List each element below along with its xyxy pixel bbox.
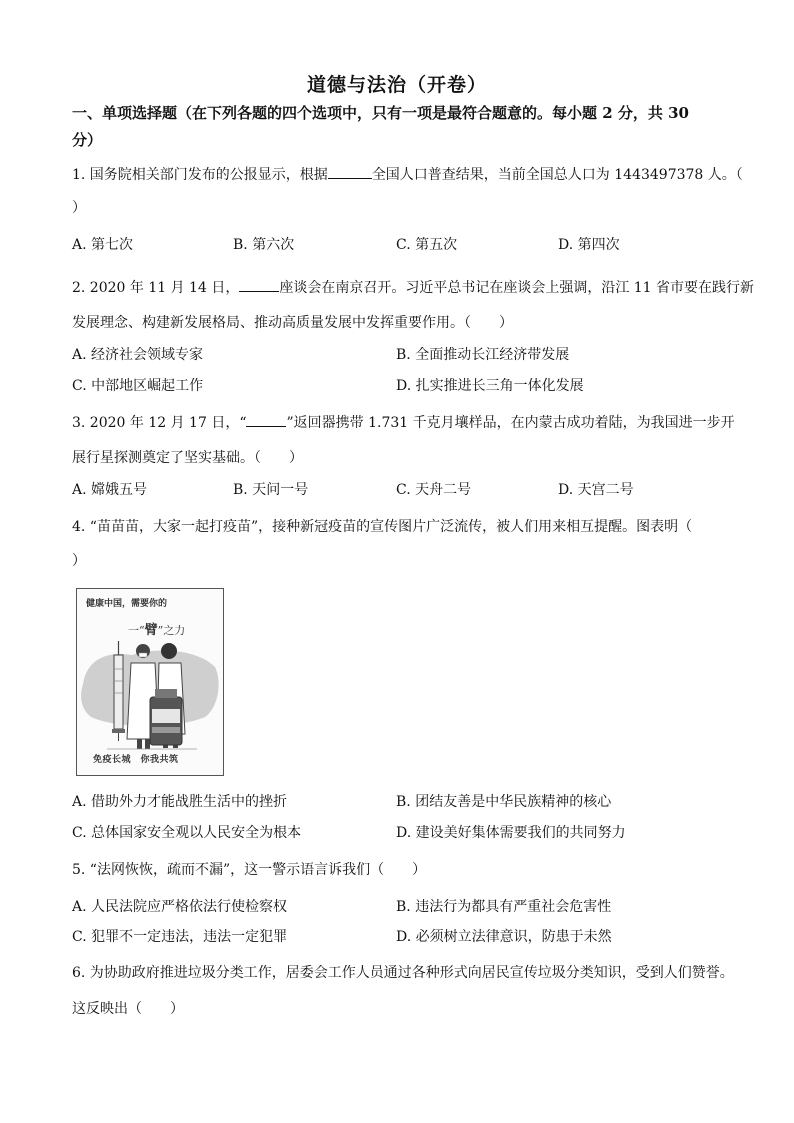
poster-slogan-pre: 一“ <box>128 624 145 637</box>
question-3-option-d[interactable]: D. 天宫二号 <box>558 482 634 498</box>
question-1-option-a[interactable]: A. 第七次 <box>72 237 134 253</box>
question-3-text-post: ”返回器携带 1.731 千克月壤样品，在内蒙古成功着陆，为我国进一步开 <box>286 415 735 431</box>
question-2-stem-line2: 发展理念、构建新发展格局、推动高质量发展中发挥重要作用。（ ） <box>72 315 513 331</box>
question-1-text-pre: 1. 国务院相关部门发布的公报显示，根据 <box>72 167 328 183</box>
section-heading <box>72 100 732 154</box>
question-1-option-d[interactable]: D. 第四次 <box>558 237 620 253</box>
question-2-option-c[interactable]: C. 中部地区崛起工作 <box>72 378 204 394</box>
question-1-text-post: 全国人口普查结果，当前全国总人口为 1443497378 人。（ <box>371 167 743 183</box>
question-2-option-b[interactable]: B. 全面推动长江经济带发展 <box>396 347 570 363</box>
poster-slogan <box>128 619 185 638</box>
section-heading-line2: 分） <box>72 131 103 149</box>
question-2-text-post: 座谈会在南京召开。习近平总书记在座谈会上强调，沿江 11 省市要在践行新 <box>279 280 755 296</box>
question-1-stem-line2: ） <box>72 200 86 216</box>
question-6-stem: 6. 为协助政府推进垃圾分类工作，居委会工作人员通过各种形式向居民宣传垃圾分类知识，受到人们赞誉。 <box>72 965 734 981</box>
question-5-option-a[interactable]: A. 人民法院应严格依法行使检察权 <box>72 899 288 915</box>
page-title: 道德与法治（开卷） <box>306 74 487 96</box>
question-3-option-b[interactable]: B. 天问一号 <box>233 482 309 498</box>
question-5-stem: 5. “法网恢恢，疏而不漏”，这一警示语言诉我们（ ） <box>72 862 427 878</box>
question-6-stem-line2: 这反映出（ ） <box>72 1001 184 1017</box>
fill-in-blank <box>328 164 372 179</box>
question-5-option-d[interactable]: D. 必须树立法律意识，防患于未然 <box>396 929 612 945</box>
fill-in-blank <box>239 277 279 292</box>
question-5-option-c[interactable]: C. 犯罪不一定违法，违法一定犯罪 <box>72 929 288 945</box>
question-4-stem: 4. “苗苗苗，大家一起打疫苗”，接种新冠疫苗的宣传图片广泛流传，被人们用来相互提醒。图表明（ <box>72 519 693 535</box>
question-2-option-a[interactable]: A. 经济社会领域专家 <box>72 347 204 363</box>
section-heading-line1: 一、单项选择题（在下列各题的四个选项中，只有一项是最符合题意的。每小题 2 分，共 30 <box>72 104 689 122</box>
question-2-text-pre: 2. 2020 年 11 月 14 日， <box>72 280 240 296</box>
question-4-option-a[interactable]: A. 借助外力才能战胜生活中的挫折 <box>72 794 288 810</box>
poster-slogan-emphasis: 臂 <box>144 623 158 638</box>
question-1-stem <box>72 164 743 185</box>
question-4-option-d[interactable]: D. 建设美好集体需要我们的共同努力 <box>396 825 626 841</box>
question-3-stem <box>72 412 735 433</box>
question-3-stem-line2: 展行星探测奠定了坚实基础。（ ） <box>72 450 303 466</box>
question-1-option-c[interactable]: C. 第五次 <box>396 237 458 253</box>
poster-footer: 免疫长城 你我共筑 <box>93 755 179 765</box>
question-2-stem <box>72 277 755 298</box>
poster-slogan-post: ”之力 <box>157 624 186 637</box>
question-2-option-d[interactable]: D. 扎实推进长三角一体化发展 <box>396 378 584 394</box>
question-3-option-a[interactable]: A. 嫦娥五号 <box>72 482 148 498</box>
question-5-option-b[interactable]: B. 违法行为都具有严重社会危害性 <box>396 899 612 915</box>
doctors-with-syringe-illustration <box>77 589 223 775</box>
question-3-text-pre: 3. 2020 年 12 月 17 日，“ <box>72 415 247 431</box>
fill-in-blank <box>246 412 286 427</box>
question-4-option-c[interactable]: C. 总体国家安全观以人民安全为根本 <box>72 825 302 841</box>
question-1-option-b[interactable]: B. 第六次 <box>233 237 295 253</box>
vaccination-poster-illustration <box>76 588 224 776</box>
question-4-option-b[interactable]: B. 团结友善是中华民族精神的核心 <box>396 794 612 810</box>
question-3-option-c[interactable]: C. 天舟二号 <box>396 482 472 498</box>
poster-headline: 健康中国，需要你的 <box>86 599 168 609</box>
question-4-stem-line2: ） <box>72 553 86 569</box>
